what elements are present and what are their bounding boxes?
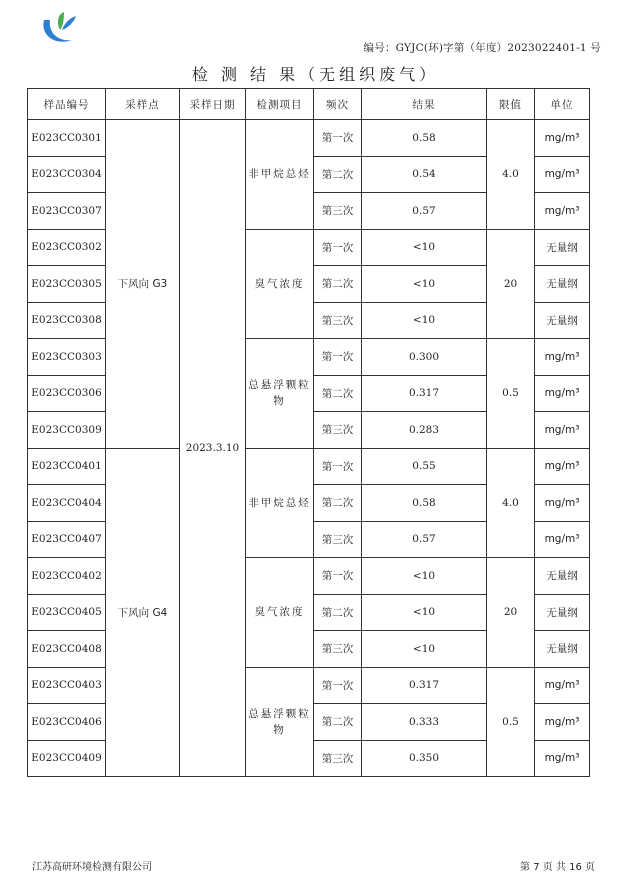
unit-cell: mg/m³ xyxy=(535,339,590,376)
unit-cell: mg/m³ xyxy=(535,120,590,157)
limit-cell: 0.5 xyxy=(487,667,535,777)
unit-cell: mg/m³ xyxy=(535,704,590,741)
column-header: 单位 xyxy=(535,89,590,120)
frequency-cell: 第二次 xyxy=(314,594,362,631)
unit-cell: 无量纲 xyxy=(535,302,590,339)
result-cell: 0.300 xyxy=(362,339,487,376)
frequency-cell: 第一次 xyxy=(314,120,362,157)
result-cell: <10 xyxy=(362,229,487,266)
column-header: 检测项目 xyxy=(246,89,314,120)
column-header: 采样日期 xyxy=(180,89,246,120)
table-body xyxy=(28,120,590,777)
sample-id-cell: E023CC0401 xyxy=(28,448,106,485)
sample-id-cell: E023CC0407 xyxy=(28,521,106,558)
sample-id-cell: E023CC0402 xyxy=(28,558,106,595)
result-cell: 0.317 xyxy=(362,667,487,704)
document-number: 编号：GYJC(环)字第（年度）2023022401-1 号 xyxy=(363,42,601,54)
footer-company: 江苏高研环境检测有限公司 xyxy=(32,862,152,873)
frequency-cell: 第三次 xyxy=(314,193,362,230)
frequency-cell: 第二次 xyxy=(314,485,362,522)
sample-id-cell: E023CC0403 xyxy=(28,667,106,704)
sample-id-cell: E023CC0303 xyxy=(28,339,106,376)
frequency-cell: 第三次 xyxy=(314,521,362,558)
unit-cell: mg/m³ xyxy=(535,193,590,230)
result-cell: 0.58 xyxy=(362,120,487,157)
unit-cell: mg/m³ xyxy=(535,521,590,558)
result-cell: 0.350 xyxy=(362,740,487,777)
parameter-cell: 总悬浮颗粒物 xyxy=(246,667,314,777)
page-title: 检 测 结 果（无组织废气） xyxy=(191,65,440,84)
unit-cell: 无量纲 xyxy=(535,229,590,266)
result-cell: <10 xyxy=(362,266,487,303)
parameter-cell: 总悬浮颗粒物 xyxy=(246,339,314,449)
parameter-cell: 臭气浓度 xyxy=(246,229,314,339)
limit-cell: 4.0 xyxy=(487,448,535,558)
parameter-cell: 臭气浓度 xyxy=(246,558,314,668)
table-row xyxy=(28,120,590,157)
sample-id-cell: E023CC0409 xyxy=(28,740,106,777)
result-cell: 0.333 xyxy=(362,704,487,741)
frequency-cell: 第一次 xyxy=(314,339,362,376)
frequency-cell: 第二次 xyxy=(314,375,362,412)
sample-id-cell: E023CC0305 xyxy=(28,266,106,303)
frequency-cell: 第三次 xyxy=(314,302,362,339)
frequency-cell: 第二次 xyxy=(314,156,362,193)
column-header: 限值 xyxy=(487,89,535,120)
sample-id-cell: E023CC0405 xyxy=(28,594,106,631)
frequency-cell: 第三次 xyxy=(314,740,362,777)
limit-cell: 20 xyxy=(487,229,535,339)
footer-page-number: 第 7 页 共 16 页 xyxy=(520,862,595,873)
logo-leaf-right xyxy=(62,16,76,30)
sample-id-cell: E023CC0304 xyxy=(28,156,106,193)
frequency-cell: 第一次 xyxy=(314,448,362,485)
table-header-row xyxy=(28,89,590,120)
frequency-cell: 第二次 xyxy=(314,266,362,303)
unit-cell: 无量纲 xyxy=(535,594,590,631)
sample-id-cell: E023CC0306 xyxy=(28,375,106,412)
sample-id-cell: E023CC0301 xyxy=(28,120,106,157)
unit-cell: mg/m³ xyxy=(535,412,590,449)
logo-leaf-left xyxy=(58,12,64,30)
unit-cell: mg/m³ xyxy=(535,667,590,704)
frequency-cell: 第三次 xyxy=(314,412,362,449)
sampling-point-cell: 下风向 G4 xyxy=(106,448,180,777)
sample-id-cell: E023CC0406 xyxy=(28,704,106,741)
sample-id-cell: E023CC0307 xyxy=(28,193,106,230)
sample-id-cell: E023CC0308 xyxy=(28,302,106,339)
results-table xyxy=(27,88,590,777)
column-header: 样品编号 xyxy=(28,89,106,120)
frequency-cell: 第一次 xyxy=(314,558,362,595)
limit-cell: 4.0 xyxy=(487,120,535,230)
result-cell: 0.283 xyxy=(362,412,487,449)
unit-cell: 无量纲 xyxy=(535,266,590,303)
column-header: 采样点 xyxy=(106,89,180,120)
result-cell: 0.57 xyxy=(362,193,487,230)
result-cell: <10 xyxy=(362,302,487,339)
unit-cell: 无量纲 xyxy=(535,558,590,595)
unit-cell: mg/m³ xyxy=(535,740,590,777)
sampling-date-cell: 2023.3.10 xyxy=(180,120,246,777)
result-cell: 0.55 xyxy=(362,448,487,485)
sample-id-cell: E023CC0302 xyxy=(28,229,106,266)
unit-cell: mg/m³ xyxy=(535,485,590,522)
frequency-cell: 第三次 xyxy=(314,631,362,668)
sampling-point-cell: 下风向 G3 xyxy=(106,120,180,449)
unit-cell: mg/m³ xyxy=(535,375,590,412)
sample-id-cell: E023CC0408 xyxy=(28,631,106,668)
column-header: 结果 xyxy=(362,89,487,120)
frequency-cell: 第一次 xyxy=(314,667,362,704)
frequency-cell: 第二次 xyxy=(314,704,362,741)
limit-cell: 20 xyxy=(487,558,535,668)
company-logo xyxy=(38,8,94,48)
result-cell: <10 xyxy=(362,594,487,631)
result-cell: <10 xyxy=(362,558,487,595)
sample-id-cell: E023CC0309 xyxy=(28,412,106,449)
table-row xyxy=(28,448,590,485)
result-cell: <10 xyxy=(362,631,487,668)
frequency-cell: 第一次 xyxy=(314,229,362,266)
result-cell: 0.58 xyxy=(362,485,487,522)
sample-id-cell: E023CC0404 xyxy=(28,485,106,522)
result-cell: 0.54 xyxy=(362,156,487,193)
result-cell: 0.57 xyxy=(362,521,487,558)
column-header: 频次 xyxy=(314,89,362,120)
parameter-cell: 非甲烷总烃 xyxy=(246,120,314,230)
parameter-cell: 非甲烷总烃 xyxy=(246,448,314,558)
result-cell: 0.317 xyxy=(362,375,487,412)
unit-cell: mg/m³ xyxy=(535,156,590,193)
unit-cell: 无量纲 xyxy=(535,631,590,668)
limit-cell: 0.5 xyxy=(487,339,535,449)
unit-cell: mg/m³ xyxy=(535,448,590,485)
